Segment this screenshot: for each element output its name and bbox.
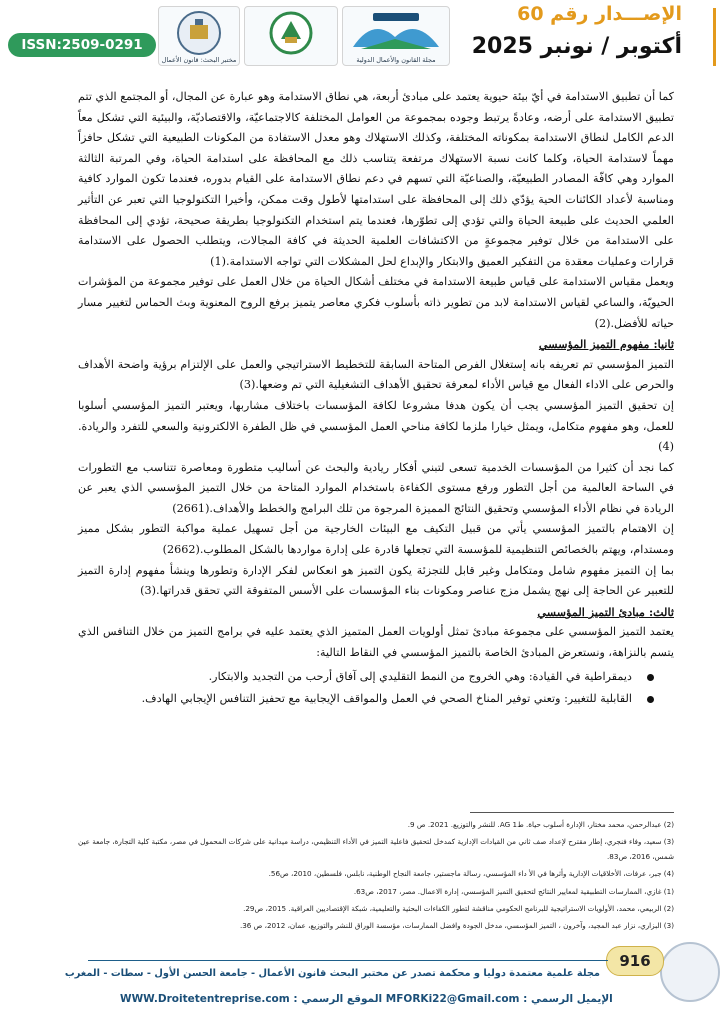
- footnote: (3) البزاري، نزار عبد المجيد، وآخرون ، التميز المؤسسي، مدخل الجودة وافضل الممارسات، مؤسسة الوراق للنشر والتوزيع، عمان، 2012، ص 36.: [239, 921, 674, 931]
- principles-list: [78, 666, 674, 710]
- footnote: (3) سعيد، وفاء فنجري، إطار مقترح لإعداد صف ثاني من القيادات الإدارية كمدخل لتحقيق فاعلية التميز في الأداء التنظيمي، دراسة ميدانية على شركات المحمول في مصر، مكتبة كلية التجارة، جامعة عين شمس، 2016، ص83.: [78, 837, 674, 861]
- page-header: [0, 0, 724, 78]
- list-item-text: القابلية للتغيير: وتعني توفير المناخ الصحي في العمل والمواقف الإيجابية مع تحفيز التنافس الإيجابي الهادف.: [141, 691, 632, 705]
- lab-logo: مختبر البحث: قانون الأعمال: [158, 6, 240, 66]
- issue-number: الإصـــدار رقم 60: [517, 3, 682, 25]
- section-heading: ثانيا: مفهوم التميز المؤسسي: [538, 337, 674, 352]
- footer-seal-logo: [660, 942, 720, 1002]
- paragraph: ويعمل مقياس الاستدامة على قياس طبيعة الاستدامة في مختلف أشكال الحياة من خلال العمل على توفير مجموعة من المؤشرات الحيويّة، والساعي لقياس الاستدامة لابد من تطوير ذاته بأسلوب فكري معاصر يتميز برفع الروح المعنوية وبث الحماس لتغيير مسار حياته للأفضل.(2): [78, 275, 674, 330]
- paragraph: إن الاهتمام بالتميز المؤسسي يأتي من قبيل التكيف مع البيئات الخارجية من أجل تسهيل عملية مواكبة التطور بشكل مميز ومستدام، ويهتم بالخصائص التنظيمية للمؤسسة التي تجعلها قادرة على إدارة مواردها بالشكل المطلوب.(2662): [78, 522, 674, 557]
- logo-strip: [158, 4, 448, 66]
- footnote: (2) عبدالرحمن، محمد مختار، الإدارة أسلوب حياة. ط1 AG. للنشر والتوزيع. 2021. ص 9.: [407, 820, 674, 829]
- paragraph: بما إن التميز مفهوم شامل ومتكامل وغير قابل للتجزئة يكون التميز هو انعكاس لفكر الإدارة وتطورها وينشأ مفهوم إدارة التميز للتعبير عن الحاجة إلى نهج يشمل مزج عناصر ومكونات بناء المؤسسات على الأسس المتفوقة التي تحقق قدراتها.(3): [78, 563, 674, 598]
- issue-date: أكتوبر / نونبر 2025: [471, 34, 682, 59]
- footnote: (1) غازي، الممارسات التطبيقية لمعايير النتائج لتحقيق التميز المؤسسي، إدارة الاعمال. مصر، 2017، ص63.: [353, 886, 674, 896]
- paragraph: يعتمد التميز المؤسسي على مجموعة مبادئ تمثل أولويات العمل المتميز الذي يعتمد عليه في برامج التميز من خلال التنافس الذي يتسم بالنزاهة، ونستعرض المبادئ الخاصة بالتميز المؤسسي في النقاط التالية:: [78, 625, 674, 660]
- paragraph: كما نجد أن كثيرا من المؤسسات الخدمية تسعى لتبني أفكار ريادية والبحث عن أساليب متطورة ومعاصرة تتناسب مع التطورات في الساحة العالمية من أجل التطور ورفع مستوى الكفاءة باستخدام الموارد المتاحة من خلال التميز المؤسسي الذي يعبر عن الريادة في نظام الأداء المؤسسي وتحقيق النتائج المميزة المرجوة من تلك البرامج والخطط والأهداف.(2661): [78, 460, 674, 515]
- journal-logo: مجلة القانون والأعمال الدولية: [342, 6, 450, 66]
- footnote-divider: [470, 812, 674, 813]
- list-item-text: ديمقراطية في القيادة: وهي الخروج من النمط التقليدي إلى آفاق أرحب من التجديد والابتكار.: [208, 669, 632, 683]
- footnote: (4) جبر، عرفات، الأخلاقيات الإدارية وأثرها في الأ داء المؤسسي، رسالة ماجستير، جامعة النجاح الوطنية، نابلس، فلسطين، 2010، ص56.: [268, 869, 674, 879]
- list-item: [78, 666, 654, 688]
- page-footer: [0, 940, 724, 1024]
- footnote: (2) الربيعي، محمد، الأولويات الاستراتيجية للبرنامج الحكومي مناقشة لتطور الكفاءات البحثية والتعليمية، شبكة الإقتصاديين العراقية. 2015، ص29.: [243, 904, 674, 914]
- paragraph: كما أن تطبيق الاستدامة في أيّ بيئة حيوية يعتمد على مبادئ أربعة، هي نطاق الاستدامة وهو عبارة عن المجال، أو المجتمع الذي تتم تطبيق الاستدامة على أرضه، وعادةً يرتبط وجوده بمجموعة من العوامل المختلفة كالاجتماعيّة، والاقتصاديّة، والبيئية التي تشكل معاً الدعم الكامل لنطاق الاستدامة بمكوناته المختلفة، وكذلك الاستهلاك وهو معدل الاستفادة من المكونات الطبيعية التي تشكل حافزاً مهماً لاستدامة الحياة، وكلما كانت نسبة الاستهلاك مرتفعة يتناسب ذلك مع المحافظة على استدامة الحياة، وفي المرتبة الثالثة الموارد وهي كافّة المصادر الطبيعيّة، والصناعيّة التي تسهم في دعم نطاق الاستدامة على القيام بدوره، فعندما تكون الموارد كافية ومناسبة لأعداد الكائنات الحية يؤدّي ذلك إلى المحافظة على استدامتها لأطول وقت ممكن، وأخيرا التكنولوجيا التي تعبر عن التأثير العلمي الحديث على طبيعة الحياة والتي تؤدي إلى تطوّرها، فعندما يتم استخدام التكنولوجيا بطريقة صحيحة، تؤدي إلى المحافظة على الاستدامة من خلال توفير مجموعةٍ من الاكتشافات العلمية الحديثة في كافة المجالات، ويتطلب الحصول على الاستدامة قرارات وعمليات معقدة من التفكير العميق والابتكار والإبداع لحل المشكلات التي تواجه الاستدامة.(1): [78, 90, 674, 268]
- page-number: 916: [606, 946, 664, 976]
- article-body: [78, 87, 674, 710]
- footer-journal-info: مجلة علمية معتمدة دوليا و محكمة تصدر عن مختبر البحث قانون الأعمال - جامعة الحسن الأول - سطات - المغرب: [64, 968, 600, 979]
- footer-contact-info: WWW.Droitetentreprise.com : الموقع الرسمي MFORKi22@Gmail.com : الإيميل الرسمي: [120, 993, 613, 1005]
- list-item: [78, 688, 654, 710]
- paragraph: إن تحقيق التميز المؤسسي يجب أن يكون هدفا مشروعا لكافة المؤسسات باختلاف مشاربها، ويعتبر التميز المؤسسي أسلوبا للعمل، وهو مفهوم متكامل، ويمثل خيارا ملزما لكافة مناحي العمل المؤسسي في ظل الطفرة الالكترونية والسعي للتفرد والريادة.(4): [78, 398, 674, 454]
- bullet-icon: [647, 674, 654, 681]
- footer-divider: [88, 960, 608, 961]
- bullet-icon: [647, 696, 654, 703]
- university-logo: [244, 6, 338, 66]
- issn-badge: ISSN:2509-0291: [8, 33, 156, 57]
- header-accent-rule: [687, 8, 716, 66]
- paragraph: التميز المؤسسي تم تعريفه بانه إستغلال الفرص المتاحة السابقة للتخطيط الاستراتيجي والعمل على الإلتزام برؤية واضحة الأهداف والحرص على الاداء الفعال مع قياس الأداء لمعرفة تحقيق الأهداف التشغيلية التي تم وضعها.(3): [78, 357, 674, 392]
- footnotes: [78, 818, 674, 937]
- section-heading: ثالث: مبادئ التميز المؤسسي: [537, 604, 674, 619]
